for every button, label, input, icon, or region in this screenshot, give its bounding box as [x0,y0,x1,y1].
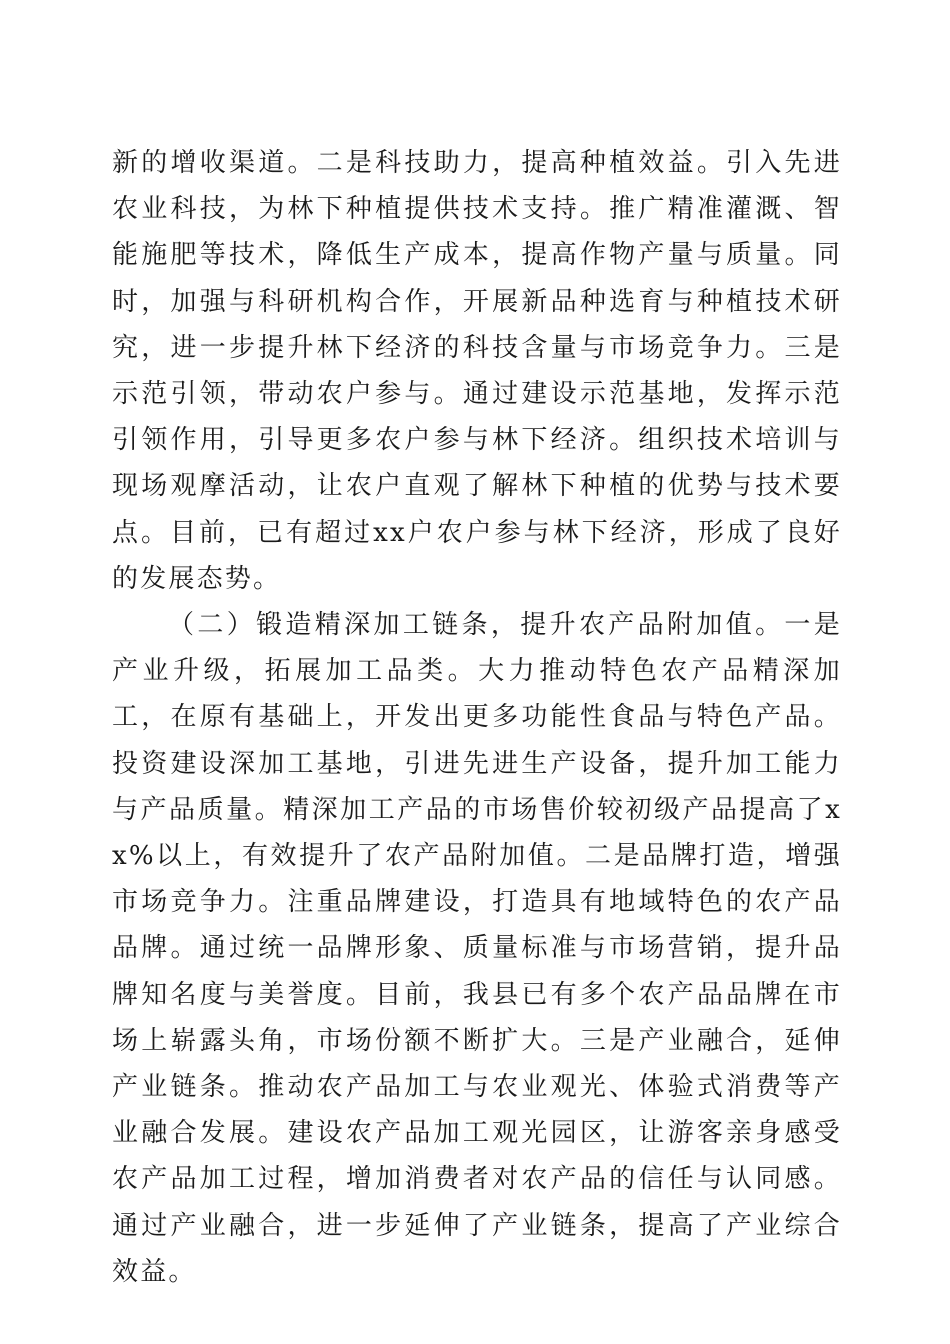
document-body [112,140,842,1295]
body-paragraph-2: （二）锻造精深加工链条，提升农产品附加值。一是产业升级，拓展加工品类。大力推动特色农产品精深加工，在原有基础上，开发出更多功能性食品与特色产品。投资建设深加工基地，引进先进生产设备，提升加工能力与产品质量。精深加工产品的市场售价较初级产品提高了xx%以上，有效提升了农产品附加值。二是品牌打造，增强市场竞争力。注重品牌建设，打造具有地域特色的农产品品牌。通过统一品牌形象、质量标准与市场营销，提升品牌知名度与美誉度。目前，我县已有多个农产品品牌在市场上崭露头角，市场份额不断扩大。三是产业融合，延伸产业链条。推动农产品加工与农业观光、体验式消费等产业融合发展。建设农产品加工观光园区，让游客亲身感受农产品加工过程，增加消费者对农产品的信任与认同感。通过产业融合，进一步延伸了产业链条，提高了产业综合效益。 [112,610,842,1287]
body-paragraph-1: 新的增收渠道。二是科技助力，提高种植效益。引入先进农业科技，为林下种植提供技术支持。推广精准灌溉、智能施肥等技术，降低生产成本，提高作物产量与质量。同时，加强与科研机构合作，开展新品种选育与种植技术研究，进一步提升林下经济的科技含量与市场竞争力。三是示范引领，带动农户参与。通过建设示范基地，发挥示范引领作用，引导更多农户参与林下经济。组织技术培训与现场观摩活动，让农户直观了解林下种植的优势与技术要点。目前，已有超过xx户农户参与林下经济，形成了良好的发展态势。 [112,148,842,594]
